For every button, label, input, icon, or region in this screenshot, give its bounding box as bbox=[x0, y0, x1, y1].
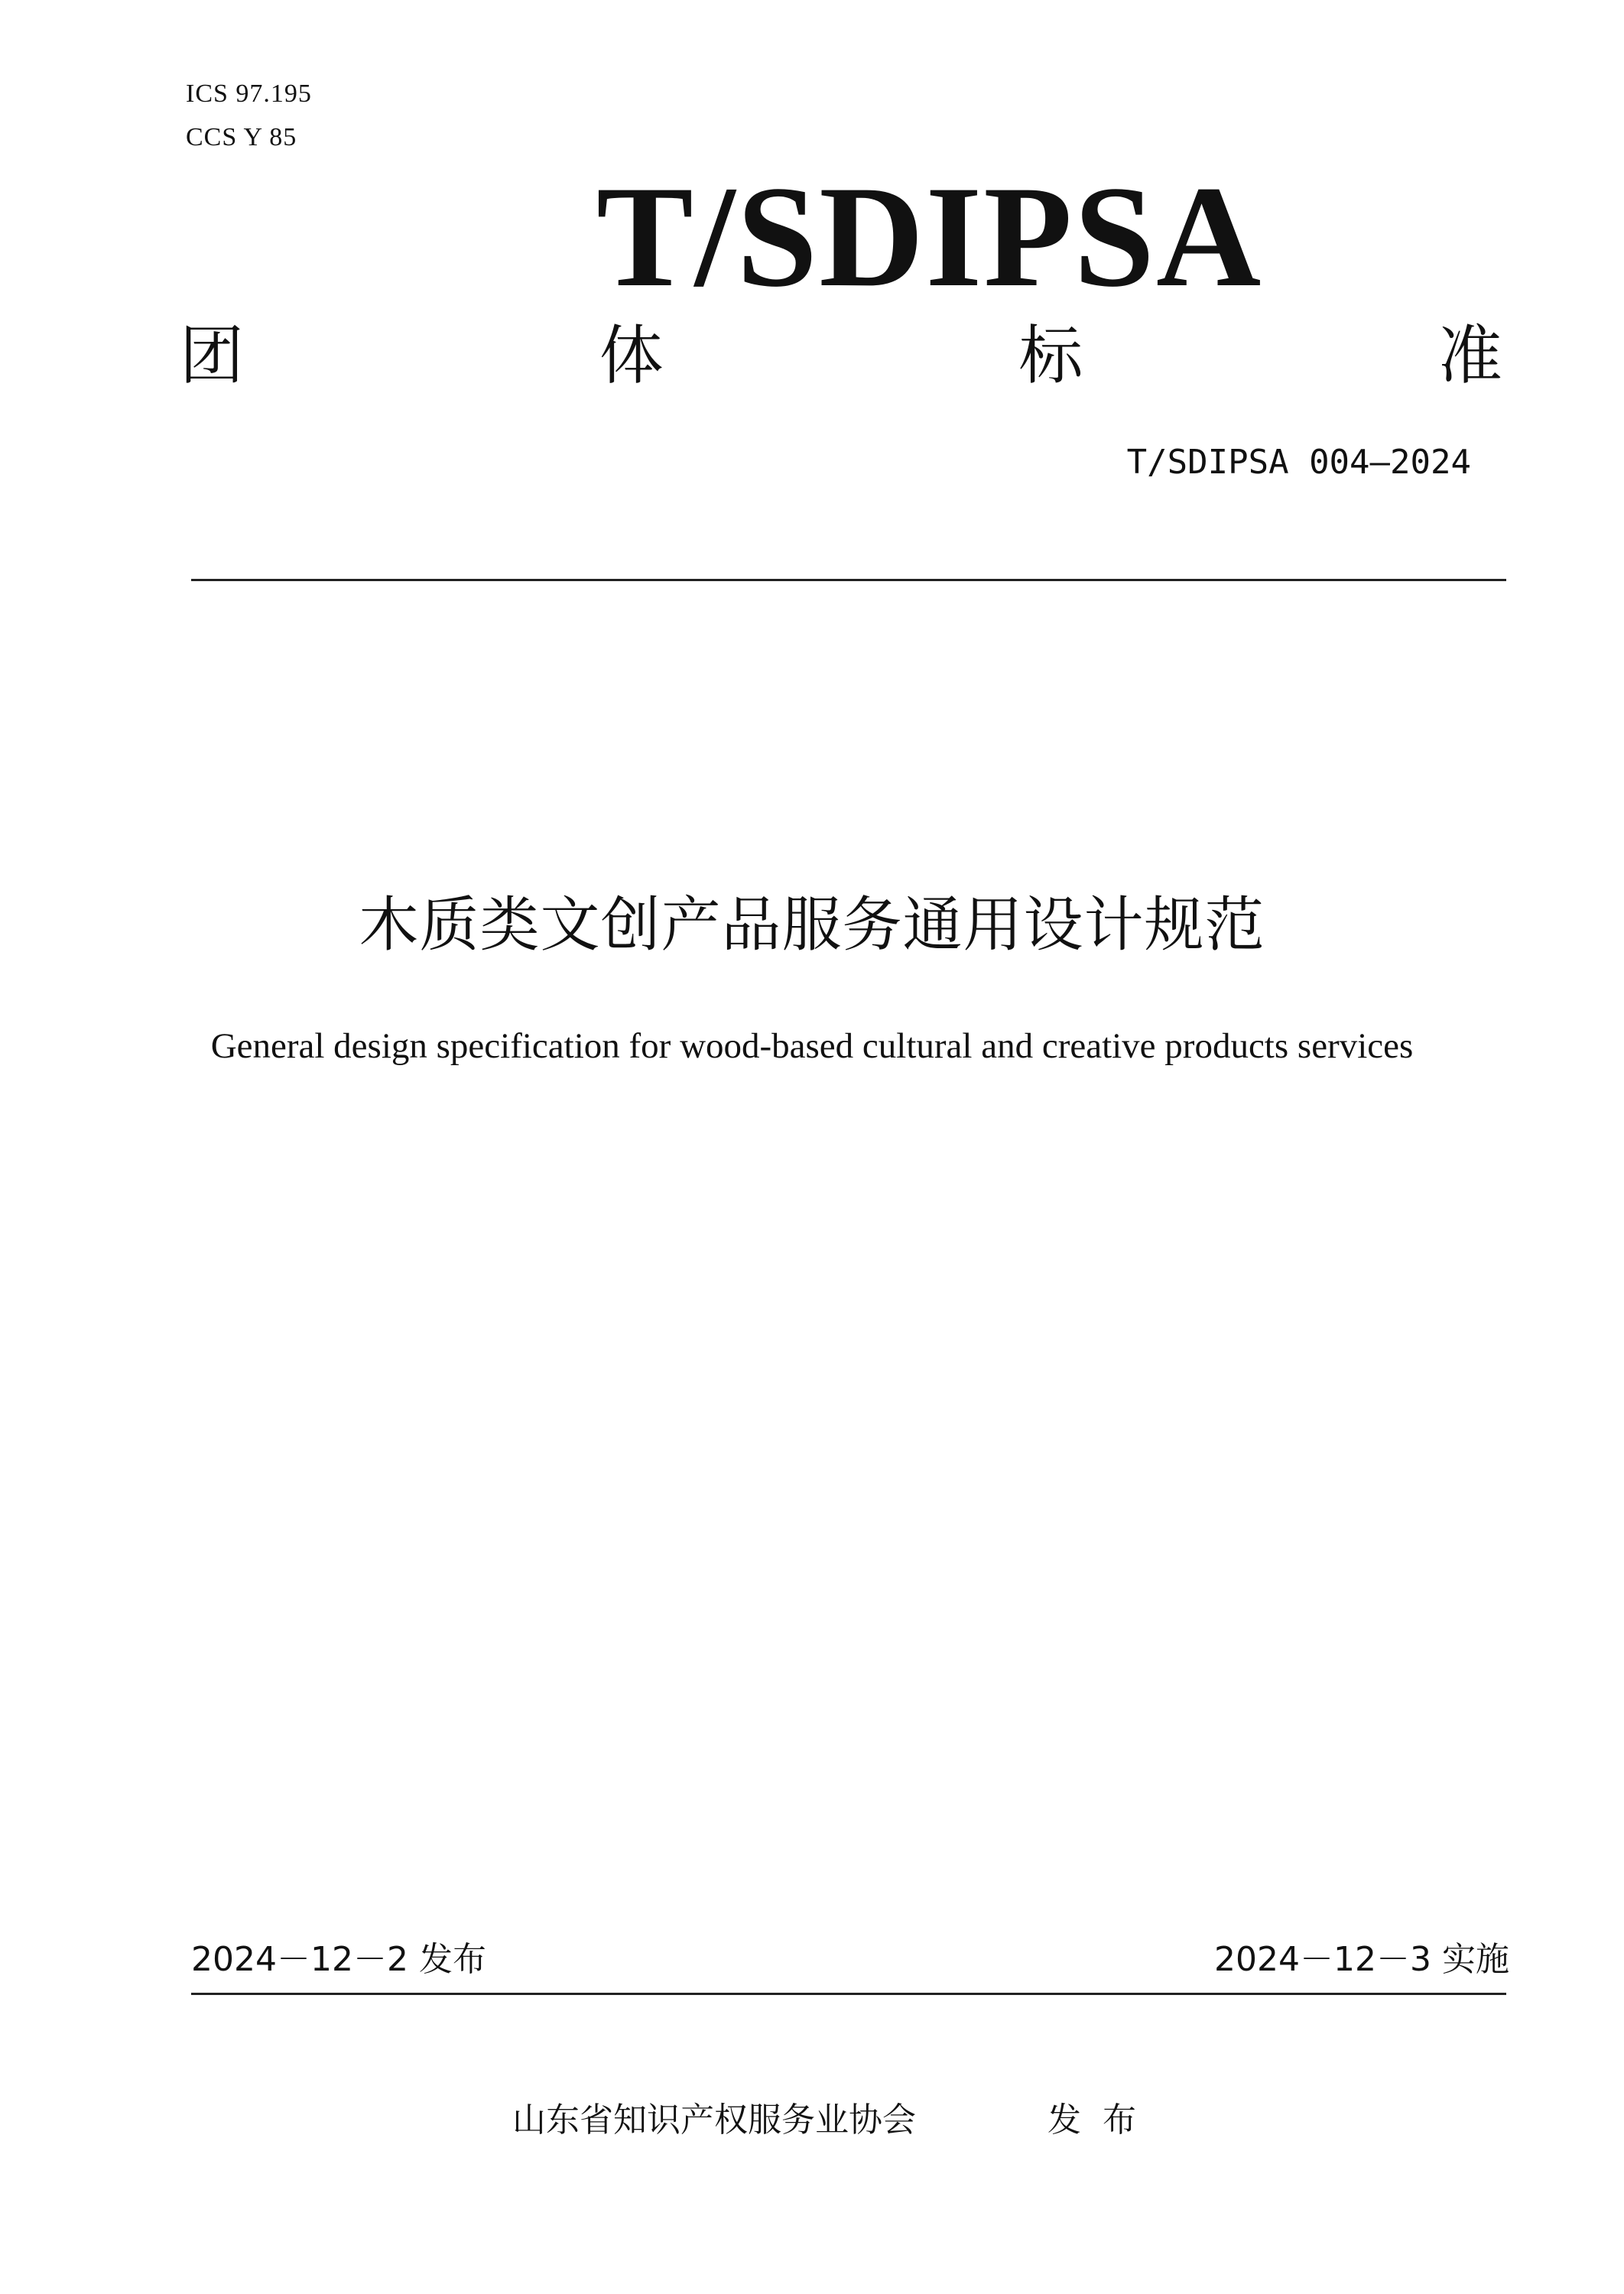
implementation-date: 2024－12－3 实施 bbox=[1214, 1940, 1509, 1979]
header-divider bbox=[191, 579, 1506, 581]
footer-divider bbox=[191, 1993, 1506, 1995]
standard-type-char: 体 bbox=[599, 318, 664, 393]
ccs-code: CCS Y 85 bbox=[186, 123, 297, 151]
document-title-chinese: 木质类文创产品服务通用设计规范 bbox=[359, 891, 1265, 960]
standard-type-char: 准 bbox=[1437, 318, 1502, 393]
issue-date: 2024－12－2 发布 bbox=[191, 1940, 486, 1979]
publisher-name: 山东省知识产权服务业协会 bbox=[512, 2101, 916, 2140]
standard-type-char: 标 bbox=[1018, 318, 1083, 393]
organization-mark: T/SDIPSA bbox=[596, 157, 1263, 317]
ics-code: ICS 97.195 bbox=[186, 80, 312, 108]
standard-type-char: 团 bbox=[180, 318, 245, 393]
publish-label: 发布 bbox=[1047, 2101, 1158, 2140]
standard-type-heading bbox=[180, 317, 1502, 394]
standard-number: T/SDIPSA 004—2024 bbox=[1126, 443, 1471, 482]
document-title-english: General design specification for wood-based cultural and creative products services bbox=[210, 1026, 1414, 1066]
